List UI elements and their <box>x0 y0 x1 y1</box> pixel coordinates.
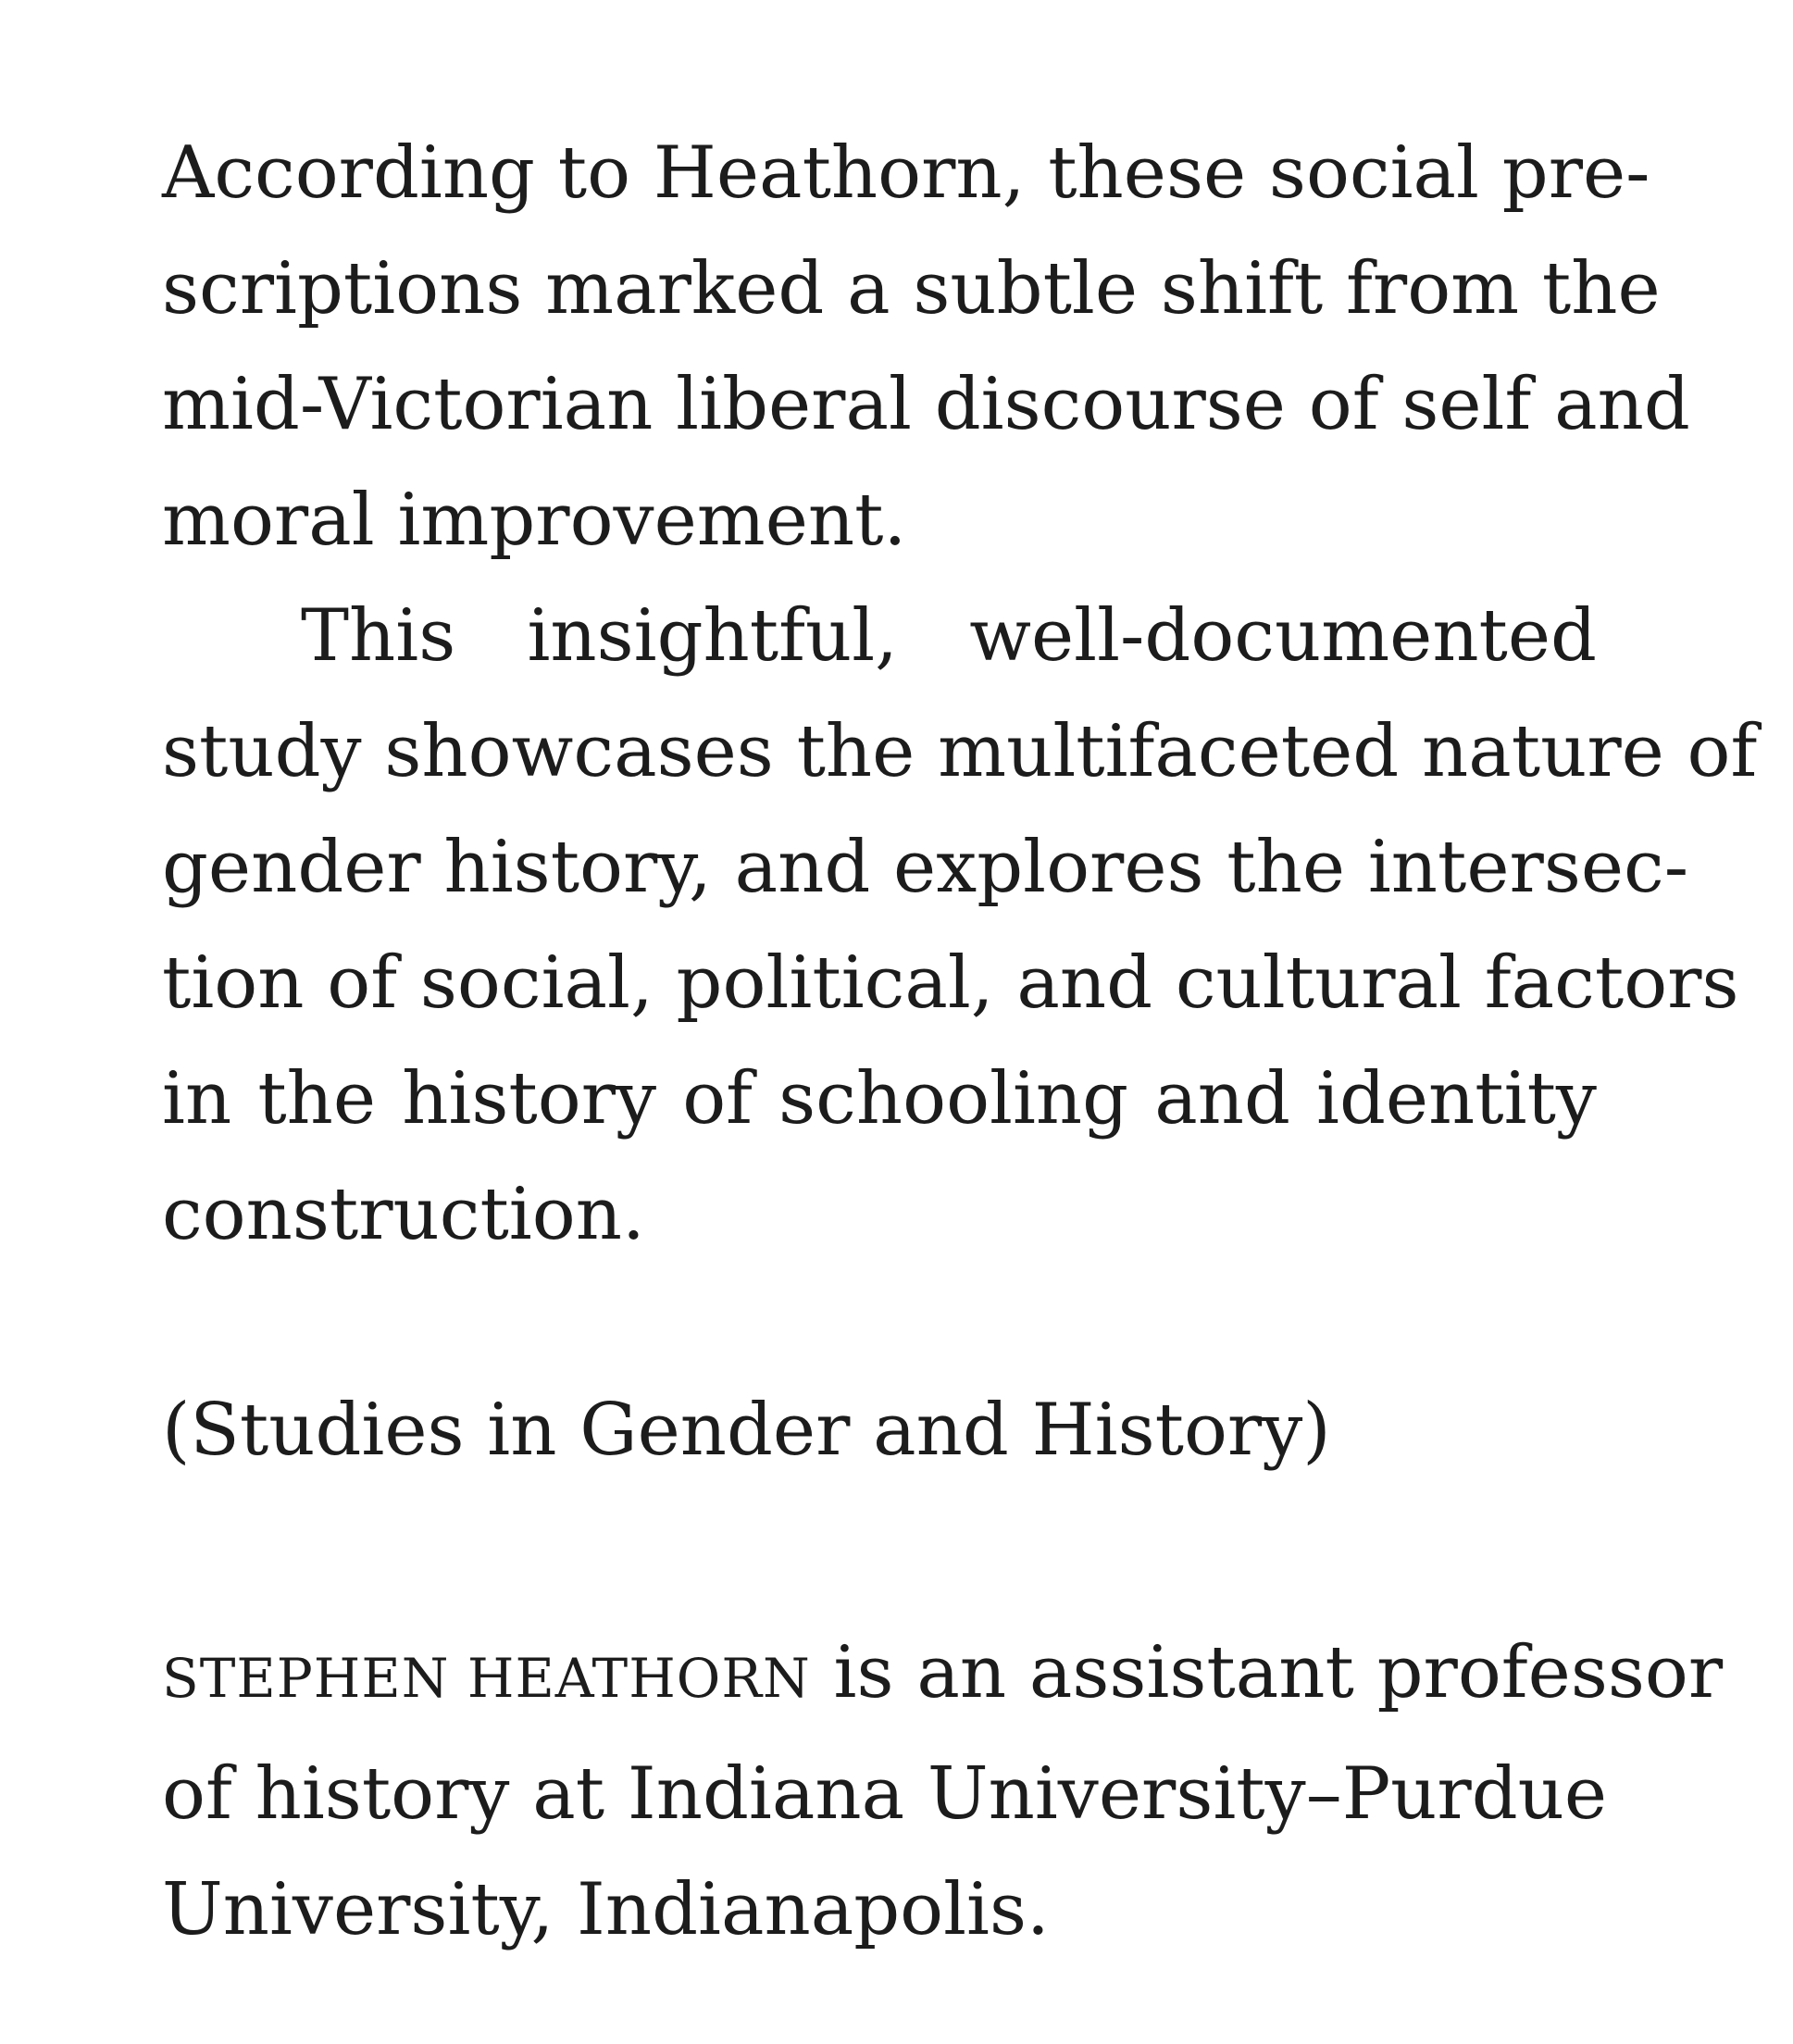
author-name: STEPHEN HEATHORN <box>162 1647 811 1710</box>
author-bio-line-1 <box>162 1615 1724 1737</box>
paragraph-line: tion of social, political, and cultural factors <box>162 941 1739 1025</box>
paragraph-line: construction. <box>162 1173 645 1256</box>
paragraph-line: mid-Victorian liberal discourse of self and <box>162 363 1690 446</box>
paragraph-line: moral improvement. <box>162 479 907 562</box>
description-paragraph-2 <box>162 579 1758 1273</box>
paragraph-line: study showcases the multifaceted nature of <box>162 710 1758 793</box>
description-paragraph-1 <box>162 116 1690 579</box>
author-bio-line-2: of history at Indiana University–Purdue <box>162 1752 1608 1836</box>
paragraph-line: in the history of schooling and identity <box>162 1057 1597 1140</box>
paragraph-line: gender history, and explores the intersec- <box>162 826 1689 909</box>
author-bio <box>162 1615 1724 1968</box>
series-title: (Studies in Gender and History) <box>162 1389 1331 1472</box>
paragraph-line: According to Heathorn, these social pre- <box>162 131 1650 215</box>
paragraph-line: scriptions marked a subtle shift from the <box>162 247 1661 330</box>
paragraph-line: This insightful, well-documented <box>301 594 1597 678</box>
author-bio-text: is an assistant professor <box>810 1631 1724 1714</box>
author-bio-line-3: University, Indianapolis. <box>162 1868 1050 1951</box>
